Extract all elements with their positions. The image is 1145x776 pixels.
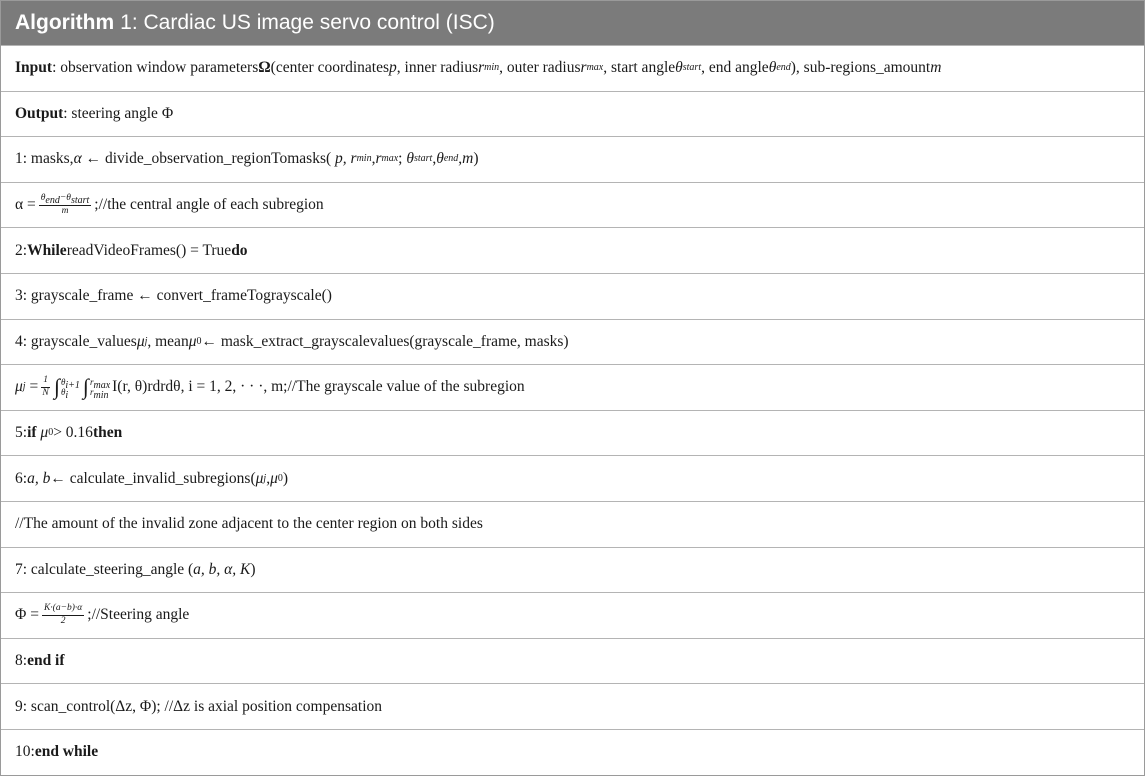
divide-function: divide_observation_regionTomasks( (104, 150, 332, 168)
step-6-row: 6: a, b ← calculate_invalid_subregions( μ j , μ 0 ) (1, 455, 1144, 501)
step-2-text: readVideoFrames() = True (66, 241, 232, 259)
step-3-text: 3: grayscale_frame ← convert_frameTograyscale() (15, 287, 332, 305)
input-label: Input (15, 59, 53, 77)
step-4-row: 4: grayscale_values μ j , mean μ 0 ← mask_extract_grayscalevalues(grayscale_frame, masks) (1, 319, 1144, 365)
algorithm-title: : Cardiac US image servo control (ISC) (131, 11, 495, 34)
step-1-row: 1: masks, α ← divide_observation_regionTomasks( p, r min , r max ; θ start , θ end , m ) (1, 136, 1144, 182)
while-keyword: While (27, 241, 67, 259)
integral-symbol-outer: ∫ (53, 374, 60, 400)
step-4-function: ← mask_extract_grayscalevalues(grayscale_frame, masks) (201, 332, 569, 350)
phi-fraction: $\frac{K\cdot(a-b)\cdot\alpha}{2}$ (43, 603, 83, 626)
omega-symbol: Ω (258, 59, 271, 77)
algorithm-label: Algorithm (15, 11, 115, 34)
output-row (1, 91, 1144, 137)
output-text: : steering angle Φ (63, 104, 174, 122)
algorithm-number: 1 (120, 11, 132, 34)
step-5-condition: > 0.16 (53, 424, 93, 442)
input-row: Input : observation window parameters Ω (center coordinates p , inner radius r min , outer radius r max , start angle θ start , end angle θ end ), sub-regions_amount m (1, 45, 1144, 91)
step-7-row: 7: calculate_steering_angle ( a, b, α, K ) (1, 547, 1144, 593)
step-3-row (1, 273, 1144, 319)
alpha-comment: ;//the central angle of each subregion (94, 196, 324, 214)
step-5-num: 5: (15, 424, 28, 442)
step-9-row (1, 683, 1144, 729)
algorithm-header (1, 1, 1144, 45)
mu-formula-text: I(r, θ)rdrdθ, i = 1, 2, · · ·, m;//The grayscale value of the subregion (112, 378, 525, 396)
step-9-text: 9: scan_control(Δz, Φ); //Δz is axial position compensation (15, 697, 383, 715)
step-4-text: 4: grayscale_values (15, 332, 137, 350)
step-8-num: 8: (15, 652, 28, 670)
mu-formula-row: μ j = $\frac{1}{N}$ ∫ $\theta_{i+1}$ $\theta_i$ ∫ $r_{max}$ $r_{min}$ I(r, θ)rdrdθ, i = 1, 2, · · ·, m;//The grayscale value of the subregion (1, 364, 1144, 410)
step-4-mean: , mean (147, 332, 189, 350)
input-text: : observation window parameters (52, 59, 259, 77)
step-10-num: 10: (15, 743, 35, 761)
if-keyword: if (27, 424, 37, 442)
integral-symbol-inner: ∫ (82, 374, 89, 400)
end-while-keyword: end while (34, 743, 99, 761)
step-7-function: 7: calculate_steering_angle ( (15, 560, 194, 578)
invalid-zone-comment-row (1, 501, 1144, 547)
then-keyword: then (92, 424, 123, 442)
step-7-close: ) (250, 560, 256, 578)
phi-comment: ;//Steering angle (87, 606, 190, 624)
output-label: Output (15, 104, 64, 122)
step-8-row (1, 638, 1144, 684)
input-text-2: (center coordinates (270, 59, 390, 77)
step-10-row (1, 729, 1144, 775)
end-if-keyword: end if (27, 652, 65, 670)
do-keyword: do (231, 241, 248, 259)
phi-formula-row: Φ = $\frac{K\cdot(a-b)\cdot\alpha}{2}$ ;//Steering angle (1, 592, 1144, 638)
step-2-num: 2: (15, 241, 28, 259)
step-1-text: 1: masks, (15, 150, 74, 168)
step-6-function: ← calculate_invalid_subregions( (50, 469, 256, 487)
invalid-zone-comment: //The amount of the invalid zone adjacent to the center region on both sides (15, 515, 483, 533)
alpha-fraction: $\frac{\theta_{end}-\theta_{start}}{m}$ (40, 193, 90, 216)
step-6-num: 6: (15, 469, 28, 487)
step-5-row: 5: if μ 0 > 0.16 then (1, 410, 1144, 456)
one-over-n-fraction: $\frac{1}{N}$ (42, 375, 49, 398)
alpha-formula-row: α = $\frac{\theta_{end}-\theta_{start}}{m}$ ;//the central angle of each subregion (1, 182, 1144, 228)
step-2-row (1, 227, 1144, 273)
